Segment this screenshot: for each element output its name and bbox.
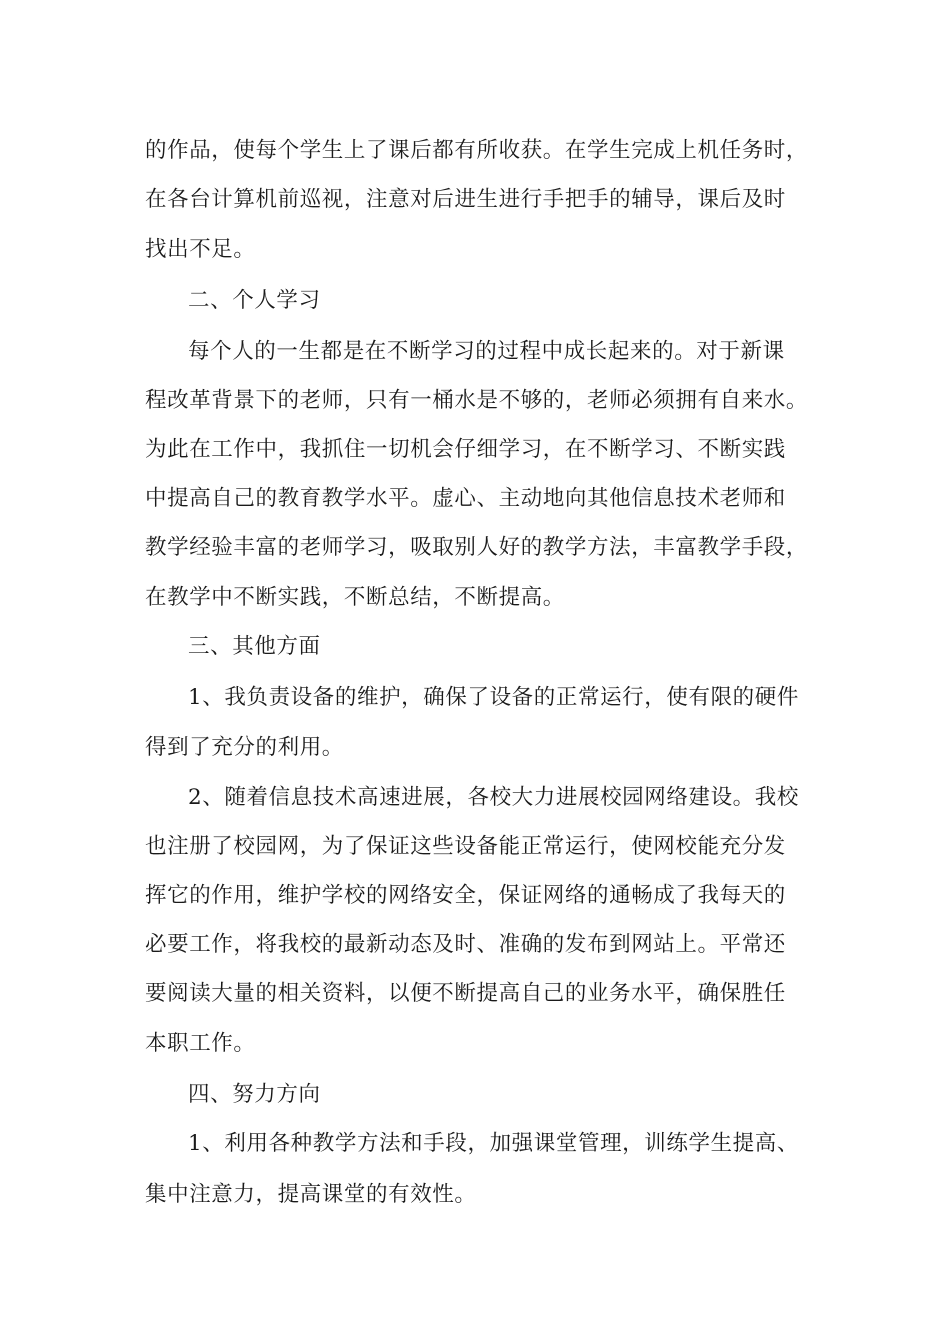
paragraph-line: 为此在工作中，我抓住一切机会仔细学习，在不断学习、不断实践 — [145, 437, 786, 462]
paragraph-line: 也注册了校园网，为了保证这些设备能正常运行，使网校能充分发 — [145, 834, 786, 859]
paragraph-line: 教学经验丰富的老师学习，吸取别人好的教学方法，丰富教学手段， — [145, 535, 809, 560]
paragraph-line: 每个人的一生都是在不断学习的过程中成长起来的。对于新课 — [188, 339, 785, 364]
paragraph-line: 在教学中不断实践，不断总结，不断提高。 — [145, 585, 565, 610]
paragraph-line: 必要工作，将我校的最新动态及时、准确的发布到网站上。平常还 — [145, 932, 786, 957]
paragraph-line: 中提高自己的教育教学水平。虚心、主动地向其他信息技术老师和 — [145, 486, 786, 511]
paragraph-line: 本职工作。 — [145, 1031, 256, 1056]
paragraph-line: 程改革背景下的老师，只有一桶水是不够的，老师必须拥有自来水。 — [145, 388, 809, 413]
section-heading-other-aspects: 三、其他方面 — [188, 634, 321, 659]
paragraph-line: 挥它的作用，维护学校的网络安全，保证网络的通畅成了我每天的 — [145, 883, 786, 908]
paragraph-line: 得到了充分的利用。 — [145, 735, 344, 760]
section-heading-effort-direction: 四、努力方向 — [188, 1082, 321, 1107]
paragraph-line: 1、我负责设备的维护，确保了设备的正常运行，使有限的硬件 — [188, 685, 799, 710]
paragraph-line: 的作品，使每个学生上了课后都有所收获。在学生完成上机任务时， — [145, 138, 809, 163]
paragraph-line: 要阅读大量的相关资料，以便不断提高自己的业务水平，确保胜任 — [145, 981, 786, 1006]
section-heading-personal-study: 二、个人学习 — [188, 288, 321, 313]
paragraph-line: 2、随着信息技术高速进展，各校大力进展校园网络建设。我校 — [188, 785, 799, 810]
paragraph-line: 1、利用各种教学方法和手段，加强课堂管理，训练学生提高、 — [188, 1131, 799, 1156]
paragraph-line: 找出不足。 — [145, 237, 256, 262]
paragraph-line: 集中注意力，提高课堂的有效性。 — [145, 1182, 477, 1207]
paragraph-line: 在各台计算机前巡视，注意对后进生进行手把手的辅导，课后及时 — [145, 187, 786, 212]
